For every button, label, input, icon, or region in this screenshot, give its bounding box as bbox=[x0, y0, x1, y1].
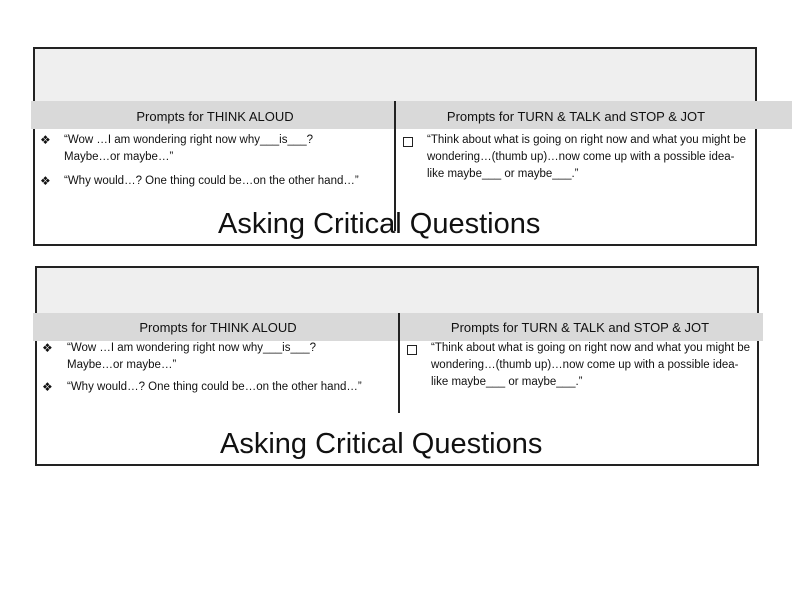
turn-talk-heading: Prompts for TURN & TALK and STOP & JOT bbox=[450, 320, 710, 335]
diamond-bullet-icon: ❖ bbox=[42, 341, 53, 355]
think-aloud-prompt-2: “Why would…? One thing could be…on the other hand…” bbox=[67, 381, 362, 393]
card-title: Asking Critical Questions bbox=[220, 428, 543, 460]
prompt-card-1 bbox=[33, 47, 757, 246]
prompt-card-2 bbox=[35, 266, 759, 466]
card-top-band bbox=[35, 49, 755, 101]
card-title: Asking Critical Questions bbox=[218, 208, 541, 240]
turn-talk-heading: Prompts for TURN & TALK and STOP & JOT bbox=[446, 109, 706, 124]
column-divider bbox=[398, 313, 400, 413]
diamond-bullet-icon: ❖ bbox=[40, 174, 51, 188]
turn-talk-prompt: “Think about what is going on right now and what you might be wondering…(thumb up)…now come up with a possible idea- like maybe___ or maybe___.” bbox=[431, 342, 750, 388]
turn-talk-prompt: “Think about what is going on right now and what you might be wondering…(thumb up)…now come up with a possible idea- like maybe___ or maybe___.” bbox=[427, 134, 746, 180]
card-top-band bbox=[37, 268, 757, 313]
diamond-bullet-icon: ❖ bbox=[42, 380, 53, 394]
checkbox-icon bbox=[407, 345, 417, 355]
think-aloud-heading: Prompts for THINK ALOUD bbox=[139, 320, 297, 335]
think-aloud-prompt-1: “Wow …I am wondering right now why___is___? Maybe…or maybe…” bbox=[64, 134, 314, 163]
think-aloud-heading: Prompts for THINK ALOUD bbox=[136, 109, 294, 124]
diamond-bullet-icon: ❖ bbox=[40, 133, 51, 147]
think-aloud-prompt-1: “Wow …I am wondering right now why___is___? Maybe…or maybe…” bbox=[67, 342, 317, 371]
checkbox-icon bbox=[403, 137, 413, 147]
think-aloud-prompt-2: “Why would…? One thing could be…on the other hand…” bbox=[64, 175, 359, 187]
